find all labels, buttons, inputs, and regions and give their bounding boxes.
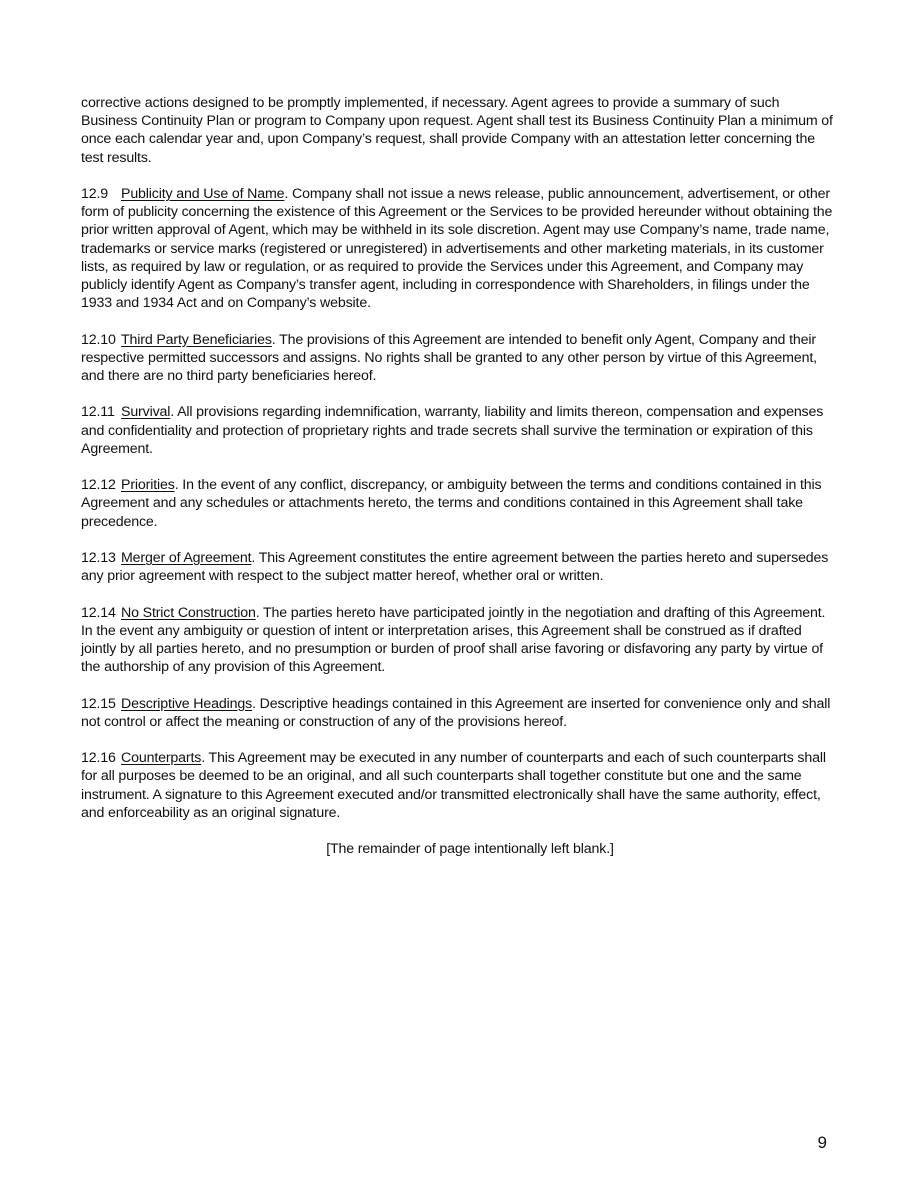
section-12-11 [81, 403, 833, 458]
section-number: 12.11 [81, 404, 115, 421]
remainder-note: [The remainder of page intentionally left blank.] [326, 841, 614, 858]
section-body: All provisions regarding indemnification, warranty, liability and limits thereon, compensation and expenses and confidentiality and protection of proprietary rights and trade secrets shall survive the termination or expiration of this Agreement. [81, 404, 824, 457]
section-heading-period: . [284, 186, 289, 202]
section-number: 12.13 [81, 550, 116, 566]
section-body: In the event of any conflict, discrepancy, or ambiguity between the terms and conditions contained in this Agreement and any schedules or attachments hereto, the terms and conditions contained in this Agreement shall take precedence. [81, 477, 822, 530]
section-12-14 [81, 604, 833, 677]
section-number: 12.12 [81, 477, 116, 494]
section-number: 12.9 [81, 186, 109, 202]
section-number: 12.15 [81, 695, 116, 712]
page-number: 9 [817, 1133, 827, 1152]
section-heading: Priorities [121, 477, 175, 494]
section-heading: Descriptive Headings [121, 695, 253, 712]
section-heading: No Strict Construction [121, 604, 256, 621]
section-12-16 [81, 749, 833, 822]
section-12-10 [81, 331, 833, 386]
intro-paragraph: corrective actions designed to be promptly implemented, if necessary. Agent agrees to provide a summary of such Business Continuity Plan or program to Company upon request. Agent shall test its Business Continuity Plan a minimum of once each calendar year and, upon Company’s request, shall provide Company with an attestation letter concerning the test results. [81, 95, 833, 166]
section-body: The provisions of this Agreement are intended to benefit only Agent, Company and their respective permitted successors and assigns. No rights shall be granted to any other person by virtue of this Agreement, and there are no third party beneficiaries hereof. [81, 331, 817, 385]
section-number: 12.10 [81, 331, 116, 348]
section-number: 12.14 [81, 604, 116, 621]
section-body: Descriptive headings contained in this Agreement are inserted for convenience only and shall not control or affect the meaning or construction of any of the provisions hereof. [81, 695, 831, 730]
section-heading: Counterparts [121, 750, 202, 767]
section-heading: Third Party Beneficiaries [121, 331, 272, 348]
section-heading-period: . [251, 550, 256, 566]
section-heading-period: . [174, 477, 179, 494]
section-number: 12.16 [81, 750, 116, 767]
section-12-9 [81, 185, 833, 312]
section-body: The parties hereto have participated jointly in the negotiation and drafting of this Agreement. In the event any ambiguity or question of intent or interpretation arises, this Agreement shall be construed as if drafted jointly by all parties hereto, and no presumption or burden of proof shall arise favoring or disfavoring any party by virtue of the authorship of any provision of this Agreement. [81, 604, 826, 676]
section-heading-period: . [252, 695, 256, 712]
section-heading-period: . [271, 331, 276, 348]
section-heading-period: . [170, 404, 175, 421]
section-heading: Survival [121, 404, 171, 421]
section-body: This Agreement may be executed in any number of counterparts and each of such counterparts shall for all purposes be deemed to be an original, and all such counterparts shall together constitute but one and the same instrument. A signature to this Agreement executed and/or transmitted electronically shall have the same authority, effect, and enforceability as an original signature. [81, 750, 826, 821]
document-page [81, 94, 833, 877]
section-heading-period: . [255, 604, 260, 621]
section-body: Company shall not issue a news release, public announcement, advertisement, or other form of publicity concerning the existence of this Agreement or the Services to be provided hereunder without obtaining the prior written approval of Agent, which may be withheld in its sole discretion. Agent may use Company’s name, trade name, trademarks or service marks (registered or unregistered) in advertisements and other marketing materials, in its customer lists, as required by law or regulation, or as required to provide the Services under this Agreement, and Company may publicly identify Agent as Company’s transfer agent, including in correspondence with Shareholders, in filings under the 1933 and 1934 Act and on Company’s website. [81, 186, 833, 312]
section-12-12 [81, 476, 833, 531]
section-12-13 [81, 549, 833, 585]
section-heading: Merger of Agreement [121, 550, 252, 566]
section-body: This Agreement constitutes the entire agreement between the parties hereto and supersedes any prior agreement with respect to the subject matter hereof, whether oral or written. [81, 550, 829, 585]
section-12-15 [81, 695, 833, 731]
section-heading-period: . [201, 750, 206, 767]
section-heading: Publicity and Use of Name [121, 186, 285, 202]
